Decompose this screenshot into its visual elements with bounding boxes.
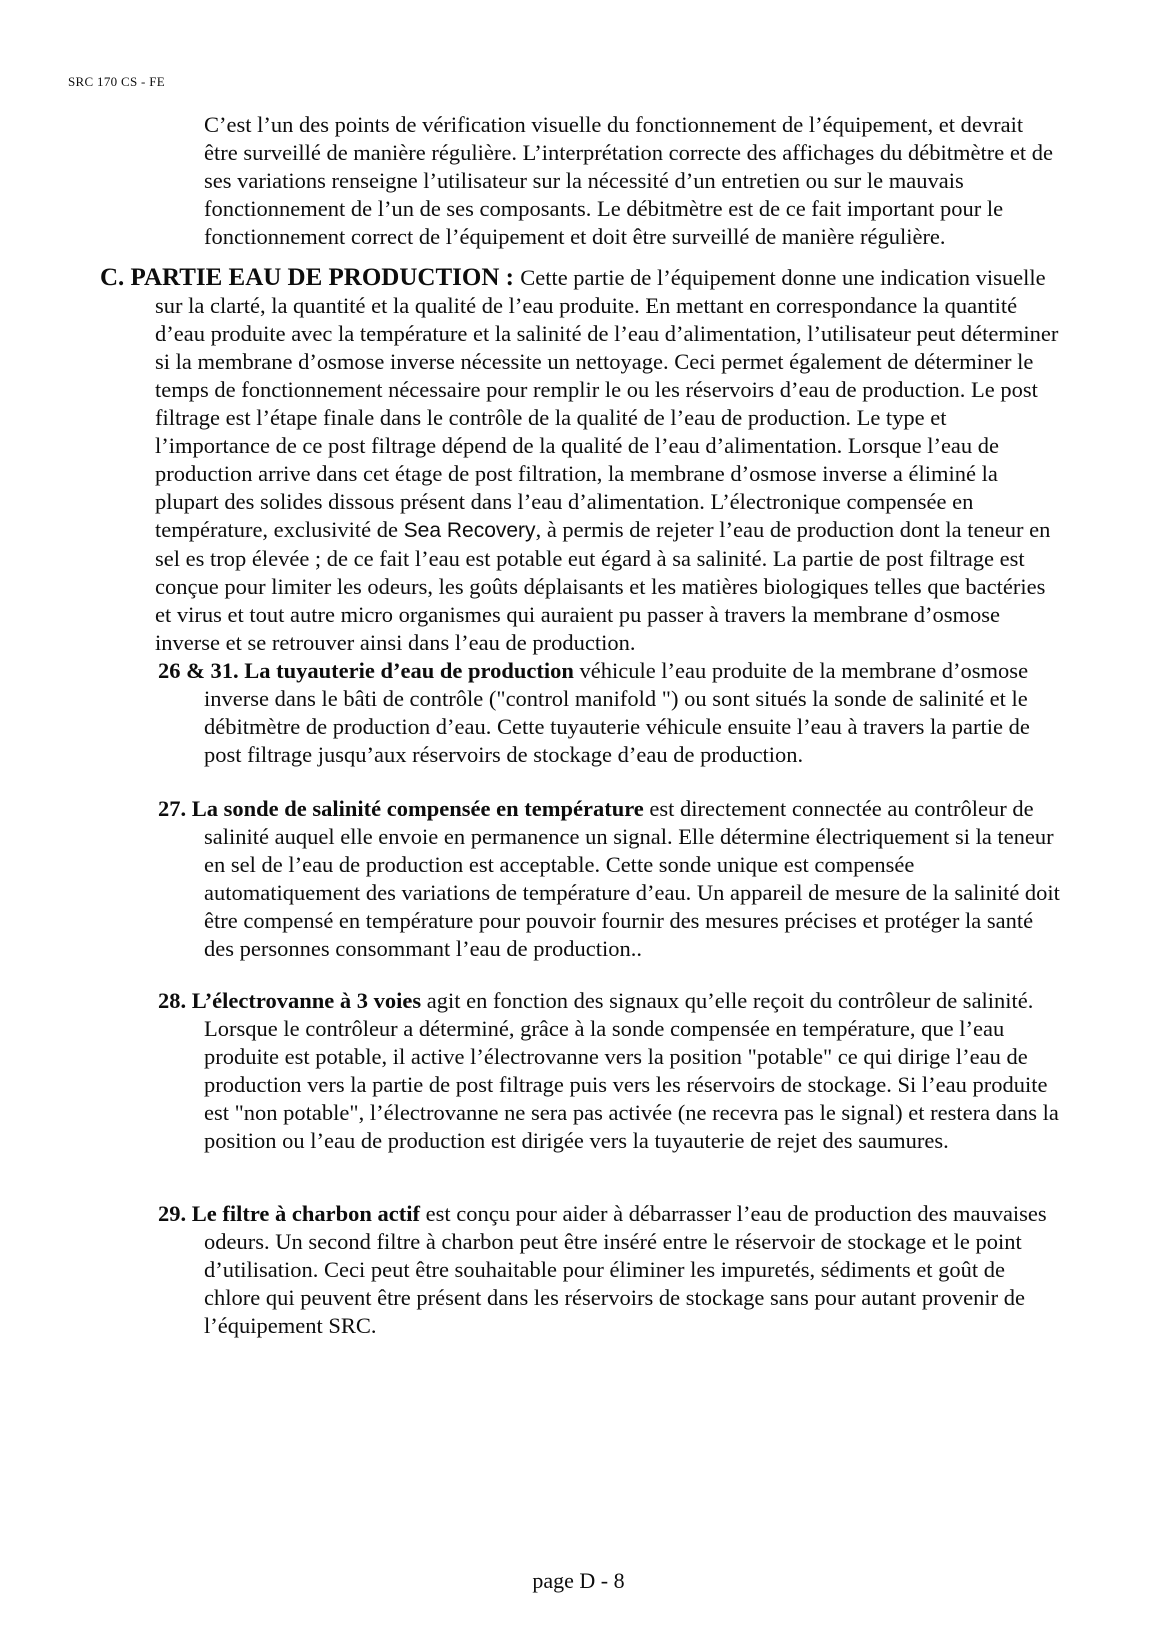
item-29-text: est conçu pour aider à débarrasser l’eau de production des mauvaises odeurs. Un second filtre à charbon peut être inséré entre le réservoir de stockage et le point d’utilisation. Ceci peut être souhaitable pour éliminer les impuretés, sédiments et goût de chlore qui peuvent être présent dans les réservoirs de stockage sans pour autant provenir de l’équipement SRC.	[204, 1201, 1047, 1338]
list-item-26-31	[158, 657, 1060, 769]
list-item-28	[158, 987, 1060, 1155]
item-27-text: est directement connectée au contrôleur de salinité auquel elle envoie en permanence un signal. Elle détermine électriquement si la teneur en sel de l’eau de production est acceptable. Cette sonde unique est compensée automatiquement des variations de température d’eau. Un appareil de mesure de la salinité doit être compensé en température pour pouvoir fournir des mesures précises et protéger la santé des personnes consommant l’eau de production..	[204, 796, 1060, 961]
section-c-paragraph	[100, 264, 1060, 657]
item-28-text: agit en fonction des signaux qu’elle reçoit du contrôleur de salinité. Lorsque le contrôleur a déterminé, grâce à la sonde compensée en température, que l’eau produite est potable, il active l’électrovanne vers la position "potable" ce qui dirige l’eau de production vers la partie de post filtrage puis vers les réservoirs de stockage. Si l’eau produite est "non potable", l’électrovanne ne sera pas activée (ne recevra pas le signal) et restera dans la position ou l’eau de production est dirigée vers la tuyauterie de rejet des saumures.	[204, 988, 1059, 1153]
section-c-body-part1: Cette partie de l’équipement donne une indication visuelle sur la clarté, la quantité et la qualité de l’eau produite. En mettant en correspondance la quantité d’eau produite avec la température et la salinité de l’eau d’alimentation, l’utilisateur peut déterminer si la membrane d’osmose inverse nécessite un nettoyage. Ceci permet également de déterminer le temps de fonctionnement nécessaire pour remplir le ou les réservoirs d’eau de production. Le post filtrage est l’étape finale dans le contrôle de la qualité de l’eau de production. Le type et l’importance de ce post filtrage dépend de la qualité de l’eau d’alimentation. Lorsque l’eau de production arrive dans cet étage de post filtration, la membrane d’osmose inverse a éliminé la plupart des solides dissous présent dans l’eau d’alimentation. L’électronique compensée en température, exclusivité de	[155, 265, 1059, 542]
item-29-label: 29. Le filtre à charbon actif	[158, 1201, 421, 1226]
item-28-label: 28. L’électrovanne à 3 voies	[158, 988, 422, 1013]
item-26-31-label: 26 & 31. La tuyauterie d’eau de production	[158, 658, 574, 683]
intro-paragraph: C’est l’un des points de vérification visuelle du fonctionnement de l’équipement, et devrait être surveillé de manière régulière. L’interprétation correcte des affichages du débitmètre et de ses variations renseigne l’utilisateur sur la nécessité d’un entretien ou sur le mauvais fonctionnement de l’un de ses composants. Le débitmètre est de ce fait important pour le fonctionnement correct de l’équipement et doit être surveillé de manière régulière.	[204, 112, 1053, 249]
section-c-heading: C. PARTIE EAU DE PRODUCTION :	[100, 264, 521, 291]
page-number: page D - 8	[532, 1568, 625, 1593]
list-item-29	[158, 1200, 1060, 1340]
section-c-body-part2: , à permis de rejeter l’eau de production dont la teneur en sel es trop élevée ; de ce fait l’eau est potable eut égard à sa salinité. La partie de post filtrage est conçue pour limiter les odeurs, les goûts déplaisants et les matières biologiques telles que bactéries et virus et tout autre micro organismes qui auraient pu passer à travers la membrane d’osmose inverse et se retrouver ainsi dans l’eau de production.	[155, 517, 1051, 655]
item-27-label: 27. La sonde de salinité compensée en température	[158, 796, 644, 821]
list-item-27	[158, 795, 1060, 963]
brand-name: Sea Recovery	[403, 519, 536, 542]
item-26-31-text: véhicule l’eau produite de la membrane d’osmose inverse dans le bâti de contrôle ("control manifold ") ou sont situés la sonde de salinité et le débitmètre de production d’eau. Cette tuyauterie véhicule ensuite l’eau à travers la partie de post filtrage jusqu’aux réservoirs de stockage d’eau de production.	[204, 658, 1030, 767]
doc-reference-code: SRC 170 CS - FE	[68, 74, 165, 89]
